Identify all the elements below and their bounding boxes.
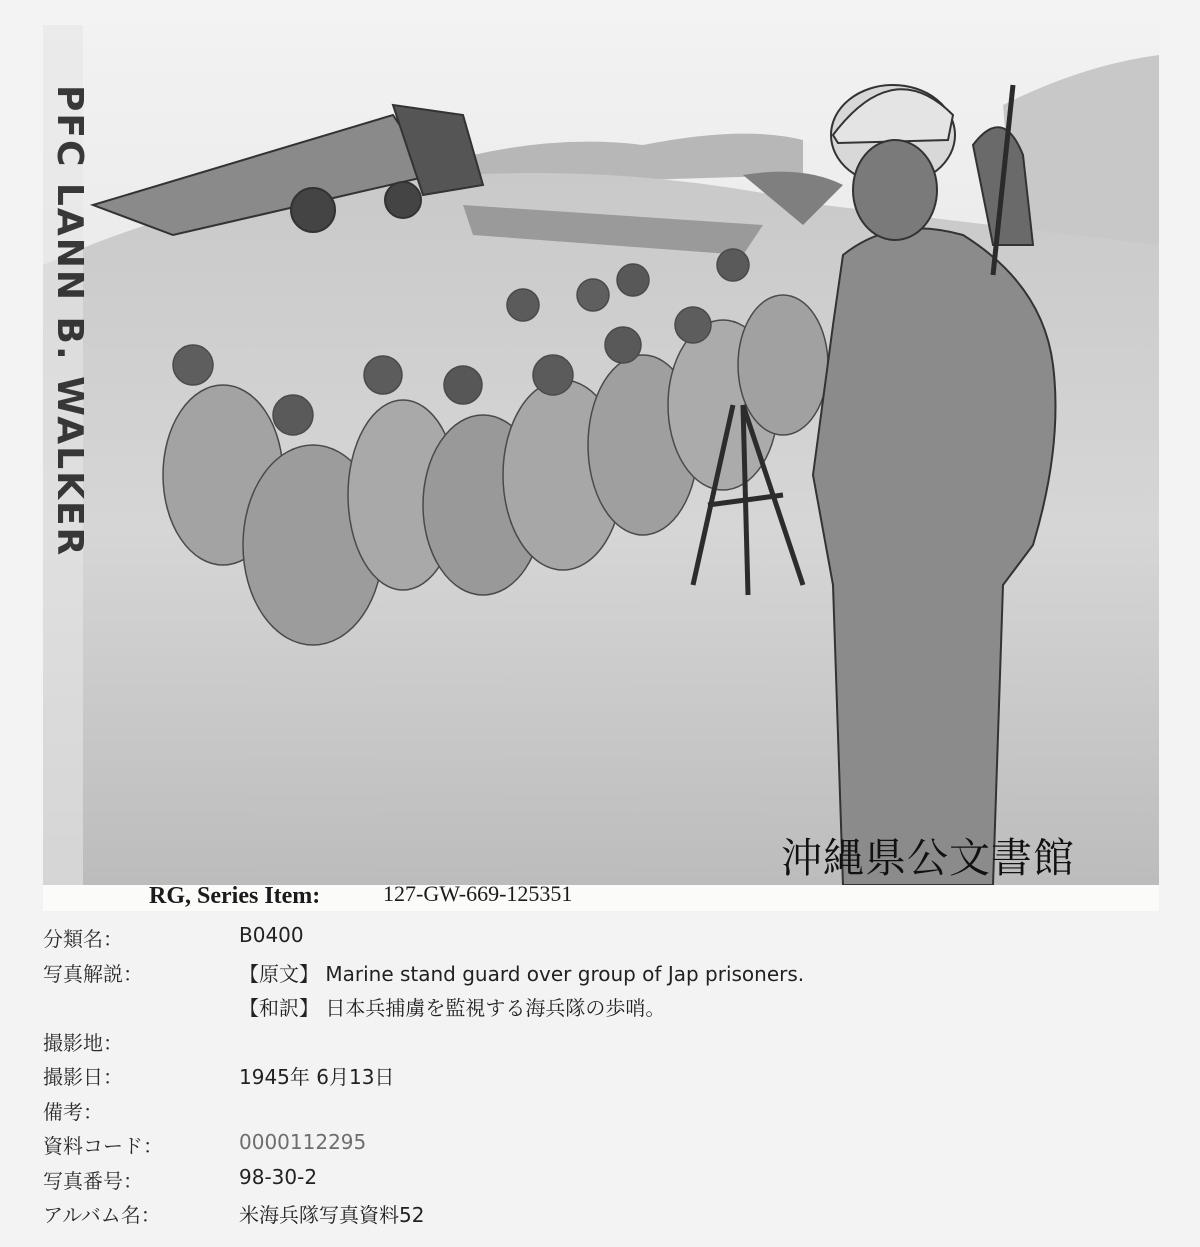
meta-value-translation [239,992,665,1021]
translated-caption: 日本兵捕虜を監視する海兵隊の歩哨。 [325,996,666,1020]
meta-value-original [239,958,804,987]
meta-label: 撮影日： [43,1065,123,1089]
translation-tag: 【和訳】 [239,996,319,1020]
meta-label: 分類名： [43,927,123,951]
meta-value: B0400 [239,923,304,947]
metadata-table [43,923,1159,1234]
archival-photo [43,25,1159,911]
meta-row-notes [43,1096,1159,1131]
meta-row-material-code [43,1130,1159,1165]
meta-row-album [43,1199,1159,1234]
meta-row-category [43,923,1159,958]
meta-row-description [43,958,1159,993]
meta-row-photo-number [43,1165,1159,1200]
series-item-number: 127-GW-669-125351 [383,881,573,906]
meta-row-location [43,1027,1159,1062]
photo-image [43,25,1159,885]
archive-watermark: 沖縄県公文書館 [781,834,1075,882]
meta-value: 米海兵隊写真資料52 [239,1203,425,1227]
series-label: RG, Series Item: [149,883,321,909]
meta-label: アルバム名： [43,1203,161,1227]
meta-label: 備考： [43,1099,103,1124]
meta-value: 98-30-2 [239,1164,318,1189]
original-caption: Marine stand guard over group of Jap prisoners. [325,961,805,986]
meta-row-description-translation [43,992,1159,1027]
original-tag: 【原文】 [239,961,319,986]
meta-label: 撮影地： [43,1030,123,1055]
photographer-stamp: PFC LANN B. WALKER [49,85,90,558]
meta-value: 1945年 6月13日 [239,1065,395,1089]
meta-row-date [43,1061,1159,1096]
meta-label: 資料コード： [43,1134,163,1158]
meta-value: 0000112295 [239,1130,367,1154]
meta-label: 写真解説： [43,961,143,986]
meta-label: 写真番号： [43,1168,143,1193]
